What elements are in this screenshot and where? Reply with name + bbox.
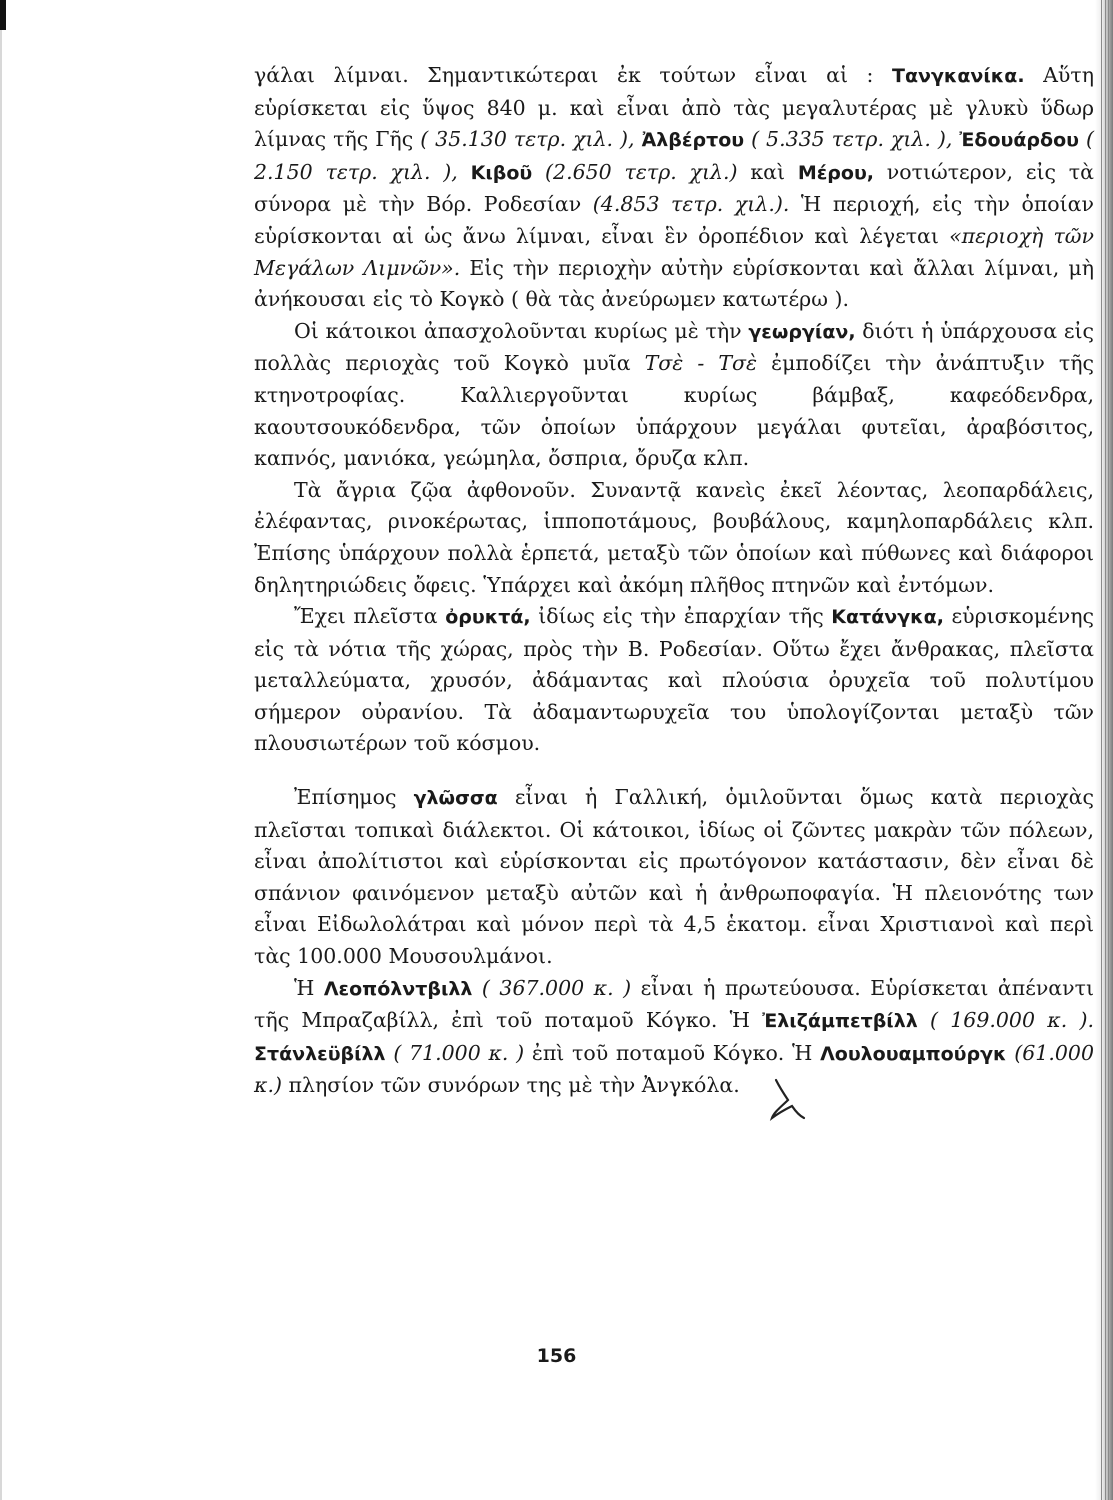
text-segment: εἶναι ἡ πρωτεύουσα. Εὑρίσκεται ἀπέναντι τῆς Μπραζαβίλλ, ἐπὶ τοῦ ποταμοῦ Κόγκο. Ἡ	[254, 975, 1094, 1033]
text-segment: Μέρου,	[797, 161, 875, 184]
text-segment: (2.650 τετρ. χιλ.)	[545, 159, 738, 184]
text-segment	[532, 160, 545, 184]
text-segment: (4.853 τετρ. χιλ.).	[592, 192, 790, 217]
text-segment: Λουλουαμπούργκ	[820, 1042, 1007, 1065]
paragraph-wildlife	[254, 475, 1094, 601]
text-segment: Τὰ ἄγρια ζῷα ἀφθονοῦν. Συναντᾷ κανεὶς ἐκεῖ λέοντας, λεοπαρδάλεις, ἐλέφαντας, ρινοκέρωτας, ἱπποποτάμους, βουβάλους, καμηλοπαρδάλεις κλπ. Ἐπίσης ὑπάρχουν πολλὰ ἑρπετά, μεταξὺ τῶν ὁποίων καὶ πύθωνες καὶ διάφοροι δηλητηριώδεις ὄφεις. Ὑπάρχει καὶ ἀκόμη πλῆθος πτηνῶν καὶ ἐντόμων.	[254, 477, 1094, 597]
text-segment: Αὕτη εὑρίσκεται εἰς ὕψος 840 μ. καὶ εἶναι ἀπὸ τὰς μεγαλυτέρας μὲ γλυκὺ ὕδωρ λίμνας τῆς Γῆς	[254, 63, 1094, 152]
text-segment: Οἱ κάτοικοι ἀπασχολοῦνται κυρίως μὲ τὴν	[294, 318, 749, 343]
text-segment: γλῶσσα	[413, 787, 498, 810]
page-number: 156	[536, 1345, 577, 1367]
paragraph-cities	[254, 973, 1094, 1123]
page-left-shadow	[0, 0, 2, 1500]
handwritten-initial-mark	[762, 1078, 810, 1122]
text-segment: ( 71.000 κ. )	[393, 1040, 525, 1065]
text-segment: Ἐλιζάμπετβίλλ	[762, 1010, 918, 1033]
text-segment: πλησίον τῶν συνόρων της μὲ τὴν Ἀνγκόλα.	[281, 1073, 740, 1098]
text-segment: διότι ἡ ὑπάρχουσα εἰς πολλὰς περιοχὰς τοῦ Κογκὸ μυῖα	[254, 318, 1094, 376]
text-segment: Ἐπίσημος	[294, 785, 414, 810]
text-segment: εἶναι ἡ Γαλλική, ὁμιλοῦνται ὅμως κατὰ περιοχὰς πλεῖσται τοπικαὶ διάλεκτοι. Οἱ κάτοικοι, ἰδίως οἱ ζῶντες μακρὰν τῶν πόλεων, εἶναι ἀπολίτιστοι καὶ εὑρίσκονται εἰς πρωτόγονον κατάστασιν, δὲν εἶναι δὲ σπάνιον φαινόμενον μεταξὺ αὐτῶν καὶ ἡ ἀνθρωποφαγία. Ἡ πλειονότης των εἶναι Εἰδωλολάτραι καὶ μόνον περὶ τὰ 4,5 ἑκατομ. εἶναι Χριστιανοὶ καὶ περὶ τὰς 100.000 Μουσουλμάνοι.	[254, 785, 1095, 969]
text-segment: Στάνλεϋβίλλ	[254, 1042, 386, 1065]
text-segment	[744, 127, 751, 151]
text-segment: εὑρισκομένης εἰς τὰ νότια τῆς χώρας, πρὸς τὴν Β. Ροδεσίαν. Οὕτω ἔχει ἄνθρακας, πλεῖστα μεταλλεύματα, χρυσόν, ἀδάμαντας καὶ πλούσια ὀρυχεῖα τοῦ πολυτίμου σήμερον οὐρανίου. Τὰ ἀδαμαντωρυχεῖα του ὑπολογίζονται μεταξὺ τῶν πλουσιωτέρων τοῦ κόσμου.	[254, 604, 1094, 756]
text-segment	[635, 127, 642, 151]
text-segment: ( 35.130 τετρ. χιλ. ),	[420, 127, 635, 152]
text-segment: Κατάνγκα,	[831, 606, 944, 629]
text-segment	[472, 976, 482, 1000]
text-segment: Ἡ	[294, 975, 324, 1000]
text-segment: ( 2.150 τετρ. χιλ. ),	[254, 127, 1094, 184]
text-segment: ὀρυκτά,	[445, 606, 531, 629]
text-segment: «περιοχὴ τῶν Μεγάλων Λιμνῶν».	[254, 223, 1094, 280]
text-segment: γάλαι λίμναι. Σημαντικώτεραι ἐκ τούτων εἶναι αἱ :	[254, 63, 892, 87]
text-segment: γεωργίαν,	[748, 320, 856, 343]
text-segment: ἐπὶ τοῦ ποταμοῦ Κόγκο. Ἡ	[524, 1040, 821, 1065]
paragraph-agriculture	[254, 316, 1094, 475]
text-segment: Κιβοῦ	[470, 161, 533, 184]
text-segment: Λεοπόλντβιλλ	[323, 977, 473, 1000]
text-segment: ( 5.335 τετρ. χιλ. ),	[751, 127, 953, 152]
text-segment: Εἰς τὴν περιοχὴν αὐτὴν εὑρίσκονται καὶ ἄλλαι λίμναι, μὴ ἀνήκουσαι εἰς τὸ Κογκὸ ( θὰ τὰς ἀνεύρωμεν κατωτέρω ).	[254, 255, 1095, 312]
text-segment: Ἐδουάρδου	[959, 129, 1079, 152]
text-segment: Ἔχει πλεῖστα	[294, 604, 446, 629]
text-segment: νοτιώτερον, εἰς τὰ σύνορα μὲ τὴν Βόρ. Ροδεσίαν	[254, 159, 1094, 217]
text-segment	[918, 1008, 930, 1032]
text-segment: Ἀλβέρτου	[641, 129, 745, 152]
text-segment	[1079, 127, 1086, 151]
paragraph-minerals	[254, 601, 1094, 760]
page-body	[254, 60, 1094, 1122]
text-segment: Τσὲ - Τσὲ	[644, 351, 758, 376]
scan-corner-mark	[0, 0, 6, 30]
paragraph-lakes	[254, 60, 1094, 316]
text-segment: ( 367.000 κ. )	[481, 975, 632, 1000]
page-stack-edge	[1095, 0, 1113, 1500]
paragraph-language	[254, 782, 1094, 973]
text-segment: Τανγκανίκα.	[891, 65, 1025, 87]
text-segment: καὶ	[737, 159, 798, 184]
text-segment: Ἡ περιοχή, εἰς τὴν ὁποίαν εὑρίσκονται αἱ ὡς ἄνω λίμναι, εἶναι ἓν ὀροπέδιον καὶ λέγεται	[254, 192, 1094, 248]
text-segment: ἐμποδίζει τὴν ἀνάπτυξιν τῆς κτηνοτροφίας. Καλλιεργοῦνται κυρίως βάμβαξ, καφεόδενδρα, καουτσουκόδενδρα, τῶν ὁποίων ὑπάρχουν μεγάλαι φυτεῖαι, ἀραβόσιτος, καπνός, μανιόκα, γεώμηλα, ὄσπρια, ὄρυζα κλπ.	[254, 351, 1095, 471]
text-segment: (61.000 κ.)	[254, 1040, 1094, 1098]
text-segment: ἰδίως εἰς τὴν ἐπαρχίαν τῆς	[530, 604, 832, 629]
text-segment	[458, 160, 471, 184]
text-segment: ( 169.000 κ. ).	[930, 1008, 1094, 1033]
